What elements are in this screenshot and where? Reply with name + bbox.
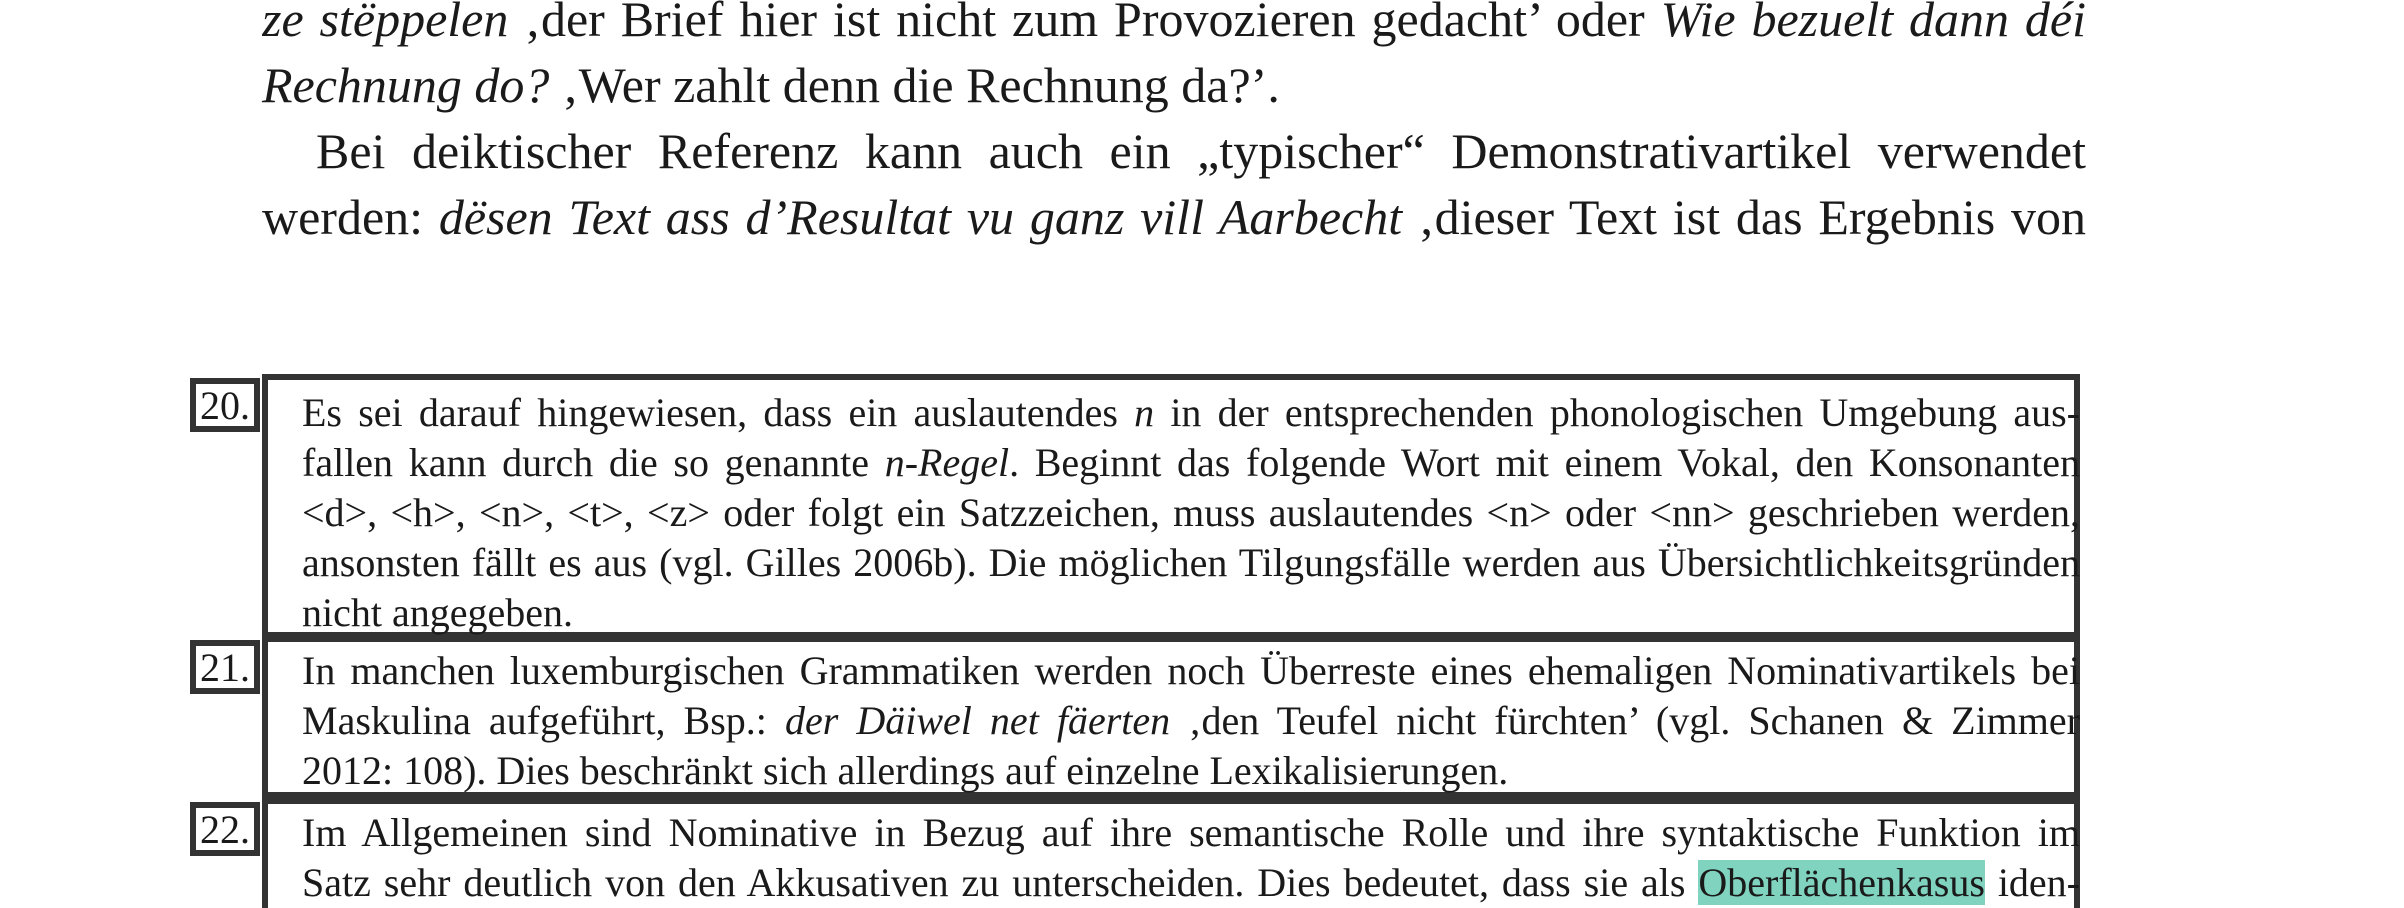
italic-example: der Däiwel net fäerten [784,698,1171,743]
footnote-20 [262,374,2080,638]
italic-example: ze stëppelen [262,0,509,47]
footnote-line [302,388,2080,438]
text-span: . Beginnt das folgende Wort mit einem Vokal, den Konsonanten [1009,440,2080,485]
text-span: ‚Wer zahlt denn die Rechnung da?’. [549,57,1280,113]
text-span: in der entsprechenden phonologischen Umgebung aus- [1154,390,2080,435]
main-text-line [262,52,2086,118]
text-span: 2012: 108). Dies beschränkt sich allerdings auf einzelne Lexikalisierungen. [302,748,1509,793]
highlighted-term[interactable]: Oberflächenkasus [1698,860,1985,905]
text-span: Satz sehr deutlich von den Akkusativen zu unterscheiden. Dies bedeutet, dass sie als [302,860,1699,905]
text-span: Es sei darauf hingewiesen, dass ein auslautendes [302,390,1135,435]
footnote-line [302,538,2080,588]
italic-example: dësen Text ass d’Resultat vu ganz vill Aarbecht [438,189,1403,245]
text-span: In manchen luxemburgischen Grammatiken werden noch Überreste eines ehemaligen Nominativartikels bei [302,648,2080,693]
text-span: ‚dieser Text ist das Ergebnis von [1402,189,2086,245]
text-span: Maskulina aufgeführt, Bsp.: [302,698,785,743]
footnote-line [302,696,2080,746]
text-span: ‚den Teufel nicht fürchten’ (vgl. Schanen & Zimmer [1170,698,2080,743]
italic-example: Rechnung do? [262,57,550,113]
italic-term: n-Regel [884,440,1010,485]
footnote-21 [262,636,2080,798]
footnote-number-21 [190,640,260,694]
footnote-line [302,488,2080,538]
main-text-line [262,184,2086,250]
footnote-number-20 [190,378,260,432]
italic-example: Wie bezuelt dann déi [1660,0,2086,47]
footnote-line [302,746,2080,796]
text-span: ‚der Brief hier ist nicht zum Provozieren gedacht’ oder [508,0,1661,47]
footnote-line [302,646,2080,696]
italic-term: n [1134,390,1155,435]
text-span: <d>, <h>, <n>, <t>, <z> oder folgt ein Satzzeichen, muss auslautendes <n> oder <nn> geschrieben werden, [302,490,2080,535]
main-text-line [262,0,2086,52]
footnote-line [302,438,2080,488]
text-span: iden- [1984,860,2080,905]
footnote-22 [262,798,2080,908]
footnote-number-label: 22. [200,807,250,852]
text-span: nicht angegeben. [302,590,573,635]
footnote-line [302,858,2080,908]
text-span: werden: [262,189,439,245]
footnote-number-label: 20. [200,383,250,428]
footnote-line [302,588,2080,638]
text-span: Im Allgemeinen sind Nominative in Bezug auf ihre semantische Rolle und ihre syntaktische Funktion im [302,810,2080,855]
footnote-number-22 [190,802,260,856]
main-text-line [262,118,2086,184]
text-span: ansonsten fällt es aus (vgl. Gilles 2006b). Die möglichen Tilgungsfälle werden aus Übersichtlichkeitsgründen [302,540,2080,585]
text-span: Bei deiktischer Referenz kann auch ein „typischer“ Demonstrativartikel verwendet [316,123,2086,179]
text-span: fallen kann durch die so genannte [302,440,885,485]
footnote-number-label: 21. [200,645,250,690]
footnote-line [302,808,2080,858]
